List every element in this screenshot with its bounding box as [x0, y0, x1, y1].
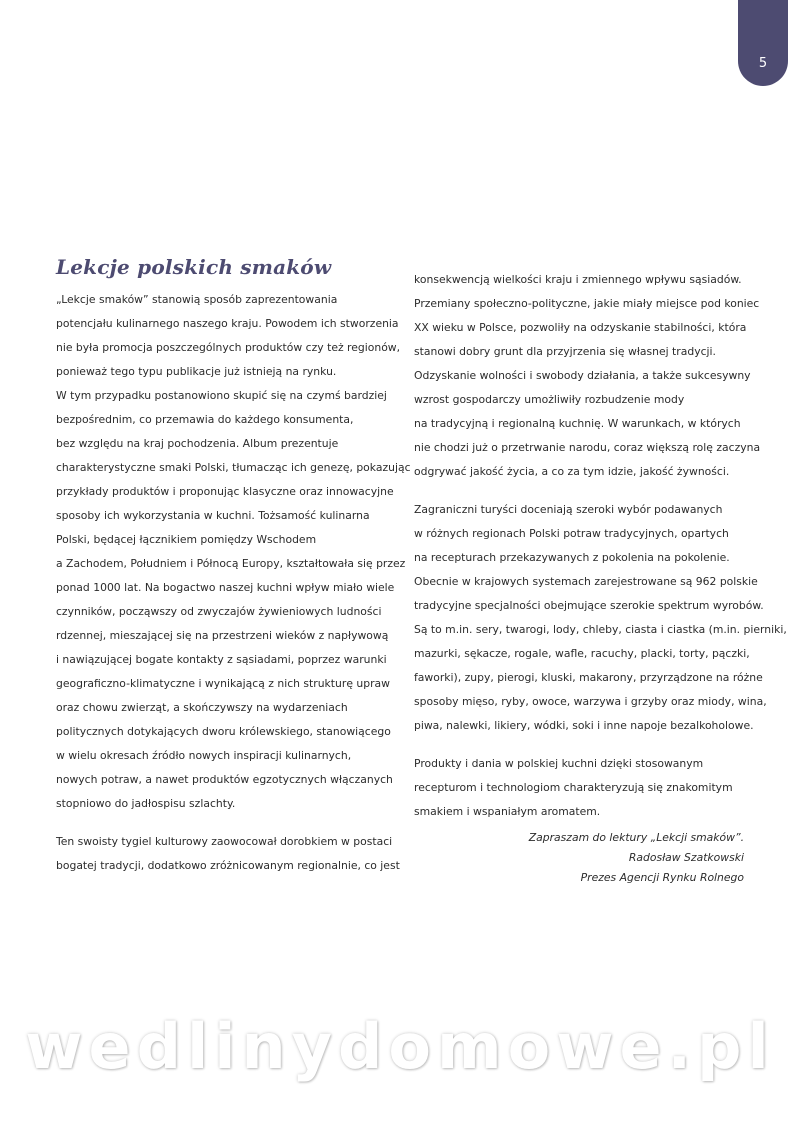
- text-line: faworki), zupy, pierogi, kluski, makarony, przyrządzone na różne: [414, 671, 763, 684]
- text-line: ponieważ tego typu publikacje już istnieją na rynku.: [56, 365, 337, 378]
- text-line: a Zachodem, Południem i Północą Europy, kształtowała się przez: [56, 557, 406, 570]
- signature: [414, 828, 744, 888]
- text-line: charakterystyczne smaki Polski, tłumacząc ich genezę, pokazując: [56, 461, 411, 474]
- text-line: tradycyjne specjalności obejmujące szerokie spektrum wyrobów.: [414, 599, 764, 612]
- text-line: mazurki, sękacze, rogale, wafle, racuchy, placki, torty, pączki,: [414, 647, 750, 660]
- signature-line: Prezes Agencji Rynku Rolnego: [580, 871, 744, 884]
- text-line: W tym przypadku postanowiono skupić się na czymś bardziej: [56, 389, 387, 402]
- right-column: [414, 268, 787, 888]
- text-line: politycznych dotykających dworu królewskiego, stanowiącego: [56, 725, 391, 738]
- text-line: przykłady produktów i proponując klasyczne oraz innowacyjne: [56, 485, 394, 498]
- text-line: „Lekcje smaków” stanowią sposób zaprezentowania: [56, 293, 338, 306]
- text-line: potencjału kulinarnego naszego kraju. Powodem ich stworzenia: [56, 317, 399, 330]
- text-line: Są to m.in. sery, twarogi, lody, chleby, ciasta i ciastka (m.in. pierniki,: [414, 623, 787, 636]
- text-line: w wielu okresach źródło nowych inspiracji kulinarnych,: [56, 749, 352, 762]
- signature-line: Radosław Szatkowski: [628, 851, 744, 864]
- section-title: Lekcje polskich smaków: [56, 255, 332, 279]
- text-line: konsekwencją wielkości kraju i zmiennego wpływu sąsiadów.: [414, 273, 742, 286]
- paragraph: [414, 268, 761, 484]
- text-line: czynników, począwszy od zwyczajów żywieniowych ludności: [56, 605, 382, 618]
- text-line: Przemiany społeczno-polityczne, jakie miały miejsce pod koniec: [414, 297, 760, 310]
- text-line: oraz chowu zwierząt, a skończywszy na wydarzeniach: [56, 701, 348, 714]
- text-line: recepturom i technologiom charakteryzują się znakomitym: [414, 781, 733, 794]
- text-line: Polski, będącej łącznikiem pomiędzy Wschodem: [56, 533, 317, 546]
- text-line: XX wieku w Polsce, pozwoliły na odzyskanie stabilności, która: [414, 321, 747, 334]
- text-line: sposoby ich wykorzystania w kuchni. Tożsamość kulinarna: [56, 509, 370, 522]
- text-line: stopniowo do jadłospisu szlachty.: [56, 797, 236, 810]
- text-line: rdzennej, mieszającej się na przestrzeni wieków z napływową: [56, 629, 389, 642]
- paragraph: [56, 830, 400, 878]
- text-line: ponad 1000 lat. Na bogactwo naszej kuchni wpływ miało wiele: [56, 581, 395, 594]
- text-line: w różnych regionach Polski potraw tradycyjnych, opartych: [414, 527, 729, 540]
- text-line: Zagraniczni turyści doceniają szeroki wybór podawanych: [414, 503, 723, 516]
- text-line: na tradycyjną i regionalną kuchnię. W warunkach, w których: [414, 417, 741, 430]
- paragraph: [414, 498, 787, 738]
- text-line: nie była promocja poszczególnych produktów czy też regionów,: [56, 341, 401, 354]
- text-line: i nawiązującej bogate kontakty z sąsiadami, poprzez warunki: [56, 653, 387, 666]
- text-line: nowych potraw, a nawet produktów egzotycznych włączanych: [56, 773, 393, 786]
- text-line: Obecnie w krajowych systemach zarejestrowane są 962 polskie: [414, 575, 758, 588]
- text-line: sposoby mięso, ryby, owoce, warzywa i grzyby oraz miody, wina,: [414, 695, 767, 708]
- text-line: piwa, nalewki, likiery, wódki, soki i inne napoje bezalkoholowe.: [414, 719, 754, 732]
- left-column: [56, 288, 411, 878]
- text-line: Ten swoisty tygiel kulturowy zaowocował dorobkiem w postaci: [56, 835, 393, 848]
- signature-line: Zapraszam do lektury „Lekcji smaków”.: [528, 831, 744, 844]
- page-number: 5: [758, 56, 768, 71]
- text-line: nie chodzi już o przetrwanie narodu, coraz większą rolę zaczyna: [414, 441, 761, 454]
- text-line: bezpośrednim, co przemawia do każdego konsumenta,: [56, 413, 354, 426]
- text-line: smakiem i wspaniałym aromatem.: [414, 805, 601, 818]
- watermark: wedlinydomowe.pl: [25, 1010, 775, 1083]
- text-line: stanowi dobry grunt dla przyjrzenia się własnej tradycji.: [414, 345, 716, 358]
- text-line: Odzyskanie wolności i swobody działania, a także sukcesywny: [414, 369, 751, 382]
- text-line: Produkty i dania w polskiej kuchni dzięki stosowanym: [414, 757, 704, 770]
- text-line: na recepturach przekazywanych z pokolenia na pokolenie.: [414, 551, 730, 564]
- text-line: odgrywać jakość życia, a co za tym idzie, jakość żywności.: [414, 465, 730, 478]
- page-number-tab: [738, 0, 788, 86]
- paragraph: [56, 288, 411, 816]
- text-line: bez względu na kraj pochodzenia. Album prezentuje: [56, 437, 339, 450]
- text-line: wzrost gospodarczy umożliwiły rozbudzenie mody: [414, 393, 685, 406]
- text-line: geograficzno-klimatyczne i wynikającą z nich strukturę upraw: [56, 677, 390, 690]
- paragraph: [414, 752, 754, 824]
- text-line: bogatej tradycji, dodatkowo zróżnicowanym regionalnie, co jest: [56, 859, 400, 872]
